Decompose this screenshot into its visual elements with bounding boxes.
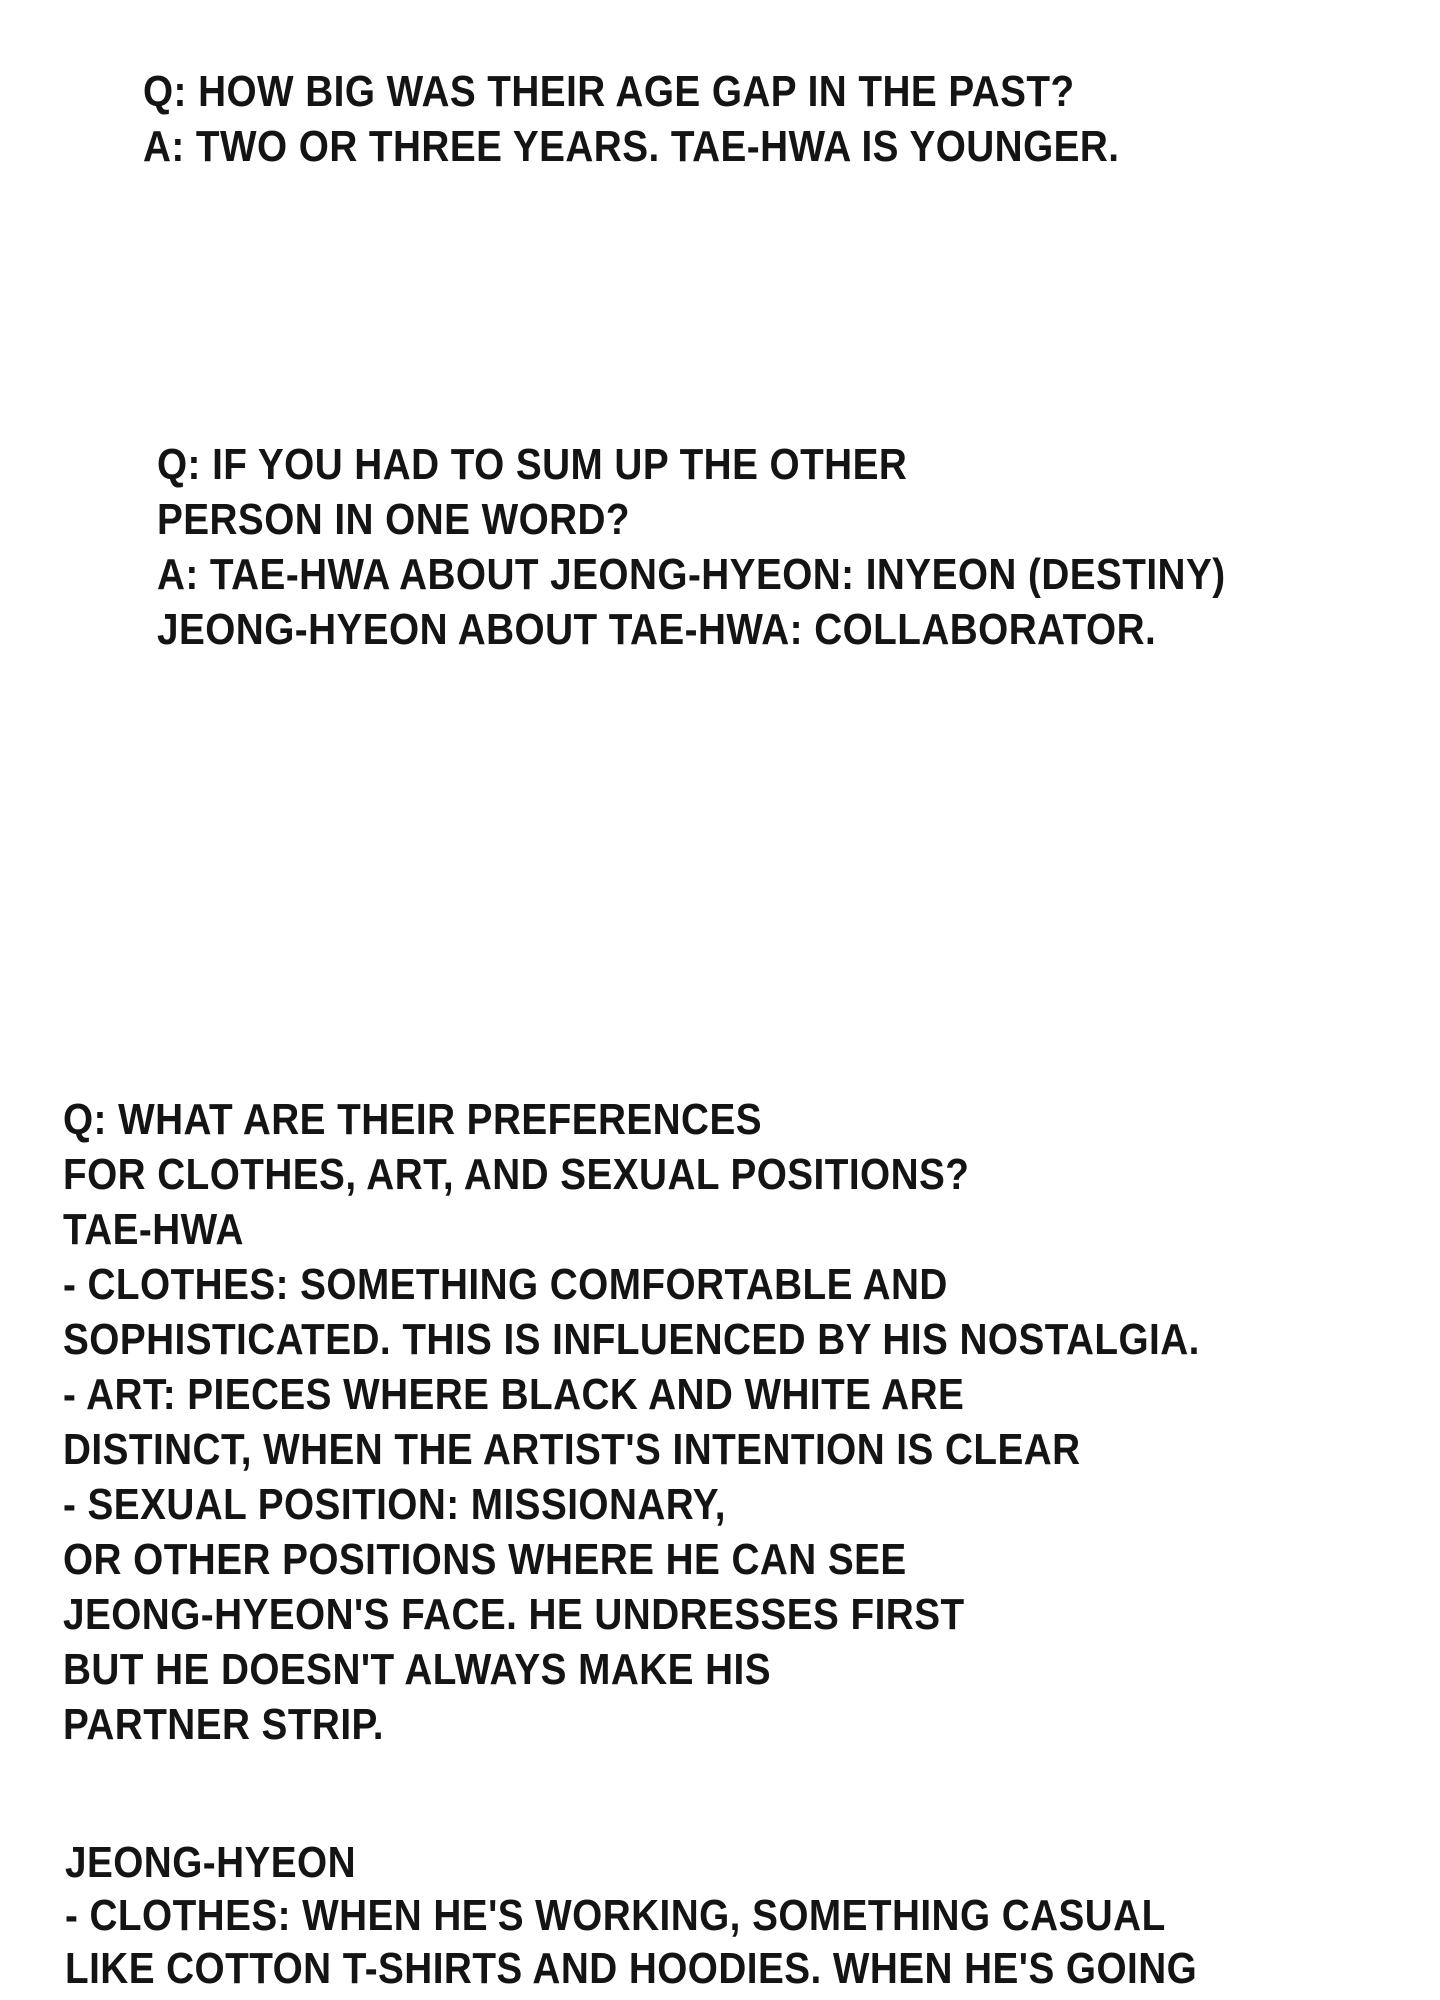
text-line: PARTNER STRIP.	[63, 1700, 384, 1749]
text-line: TAE-HWA	[63, 1205, 244, 1254]
qa-block-age-gap	[143, 64, 1119, 174]
text-line: JEONG-HYEON'S FACE. HE UNDRESSES FIRST	[63, 1590, 965, 1639]
text-line: DISTINCT, WHEN THE ARTIST'S INTENTION IS CLEAR	[63, 1425, 1081, 1474]
text-line: FOR CLOTHES, ART, AND SEXUAL POSITIONS?	[63, 1150, 970, 1199]
text-line: PERSON IN ONE WORD?	[157, 495, 631, 544]
text-line: - CLOTHES: WHEN HE'S WORKING, SOMETHING CASUAL	[65, 1891, 1166, 1940]
text-line: LIKE COTTON T-SHIRTS AND HOODIES. WHEN HE'S GOING	[65, 1944, 1198, 1993]
text-line: A: TWO OR THREE YEARS. TAE-HWA IS YOUNGER.	[143, 122, 1120, 171]
text-line: SOPHISTICATED. THIS IS INFLUENCED BY HIS NOSTALGIA.	[63, 1315, 1200, 1364]
qa-block-preferences-jeong-hyeon	[65, 1836, 1197, 1995]
text-line: Q: IF YOU HAD TO SUM UP THE OTHER	[157, 440, 908, 489]
text-line: - CLOTHES: SOMETHING COMFORTABLE AND	[63, 1260, 948, 1309]
text-line: BUT HE DOESN'T ALWAYS MAKE HIS	[63, 1645, 771, 1694]
text-line: JEONG-HYEON ABOUT TAE-HWA: COLLABORATOR.	[157, 605, 1157, 654]
text-line: - SEXUAL POSITION: MISSIONARY,	[63, 1480, 726, 1529]
text-line: OR OTHER POSITIONS WHERE HE CAN SEE	[63, 1535, 907, 1584]
text-line: A: TAE-HWA ABOUT JEONG-HYEON: INYEON (DESTINY)	[157, 550, 1226, 599]
qa-block-preferences-tae-hwa	[63, 1092, 1200, 1752]
text-line: - ART: PIECES WHERE BLACK AND WHITE ARE	[63, 1370, 965, 1419]
text-line: Q: HOW BIG WAS THEIR AGE GAP IN THE PAST?	[143, 67, 1075, 116]
text-line: JEONG-HYEON	[65, 1838, 356, 1887]
text-line: Q: WHAT ARE THEIR PREFERENCES	[63, 1095, 762, 1144]
qa-block-sum-up-one-word	[157, 437, 1226, 657]
